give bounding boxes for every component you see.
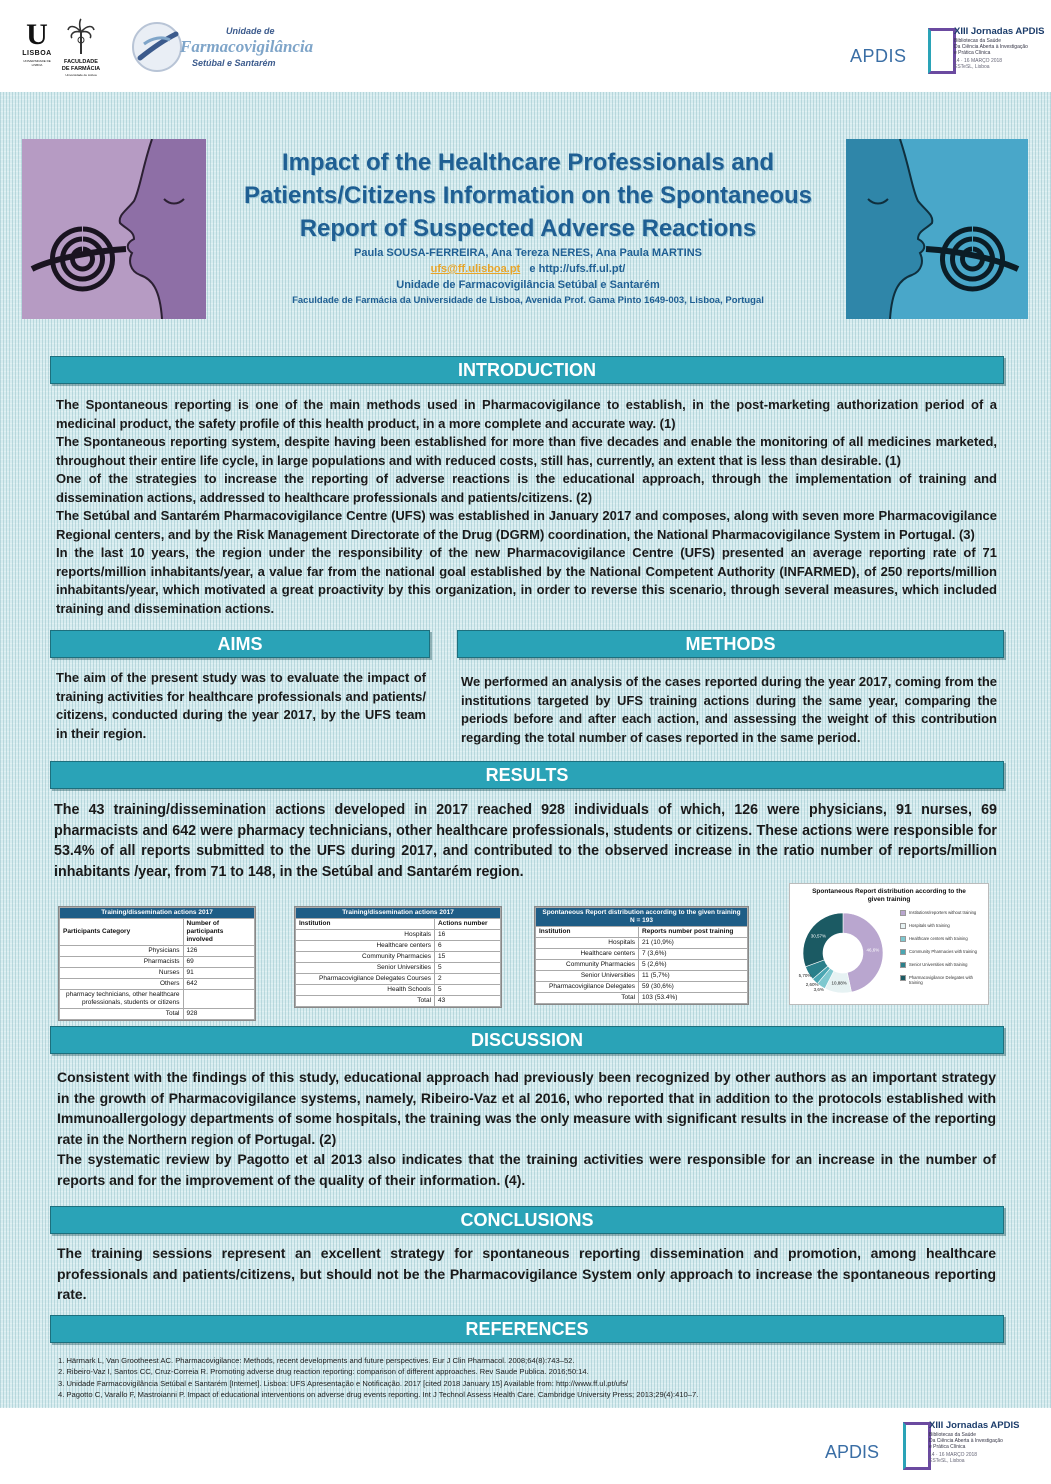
- table-cell: Senior Universities: [536, 971, 639, 982]
- references-list: [58, 1355, 998, 1401]
- website-link[interactable]: e http://ufs.ff.ul.pt/: [529, 263, 626, 275]
- table-cell: Health Schools: [296, 985, 435, 996]
- address: Faculdade de Farmácia da Universidade de Lisboa, Avenida Prof. Gama Pinto 1649-003, Lisboa, Portugal: [292, 295, 764, 306]
- table-cell: 5: [435, 963, 501, 974]
- table-cell: Pharmacovigilance Delegates Courses: [296, 974, 435, 985]
- legend-item: [900, 962, 986, 968]
- intro-paragraph-2: The Spontaneous reporting system, despite having been established for more than five decades and enable the monitoring of all medicines marketed, throughout their entire life cycle, in large populations and with reduced costs, still has, currently, an extent that is less than desirable. (1): [56, 434, 997, 468]
- table-cell: Healthcare centers: [296, 941, 435, 952]
- table-header: Institution: [536, 927, 639, 938]
- ff-logo-text: FACULDADE DE FARMÁCIA: [61, 59, 101, 72]
- ufs-logo: [130, 20, 314, 76]
- legend-item: [900, 975, 986, 985]
- table-cell: Total: [296, 996, 435, 1007]
- table-cell: 5: [435, 985, 501, 996]
- legend-label: Community Pharmacies with training: [909, 949, 977, 954]
- legend-label: Hospitals with training: [909, 923, 950, 928]
- table-row: [536, 938, 748, 949]
- table-cell: Total: [60, 1009, 184, 1020]
- apdis-event-lines-bottom: [929, 1432, 1003, 1464]
- intro-paragraph-1: The Spontaneous reporting is one of the main methods used in Pharmacovigilance to establish, in the post-marketing authorization period of a medicinal product, the safety profile of this health product, in a more complete and accurate way. (1): [56, 397, 997, 431]
- ufs-emblem-icon: [130, 20, 184, 74]
- table-row: [296, 941, 501, 952]
- legend-item: [900, 910, 986, 916]
- discussion-paragraph-2: The systematic review by Pagotto et al 2013 also indicates that the training activities were responsible for an increase in the number of reports and for the improvement of the quality of their information. (4).: [57, 1151, 996, 1188]
- ff-logo: [60, 18, 102, 88]
- footer: [0, 1408, 1051, 1484]
- discussion-text: [57, 1067, 996, 1191]
- legend-swatch: [900, 962, 906, 968]
- table-row: [296, 974, 501, 985]
- table-row: [60, 990, 255, 1009]
- table-actions-caption: Training/dissemination actions 2017: [296, 908, 501, 919]
- ufs-logo-line3: Setúbal e Santarém: [192, 58, 276, 68]
- table-reports: [534, 906, 749, 1005]
- legend-label: Institutions/reporters without training: [909, 910, 977, 915]
- table-header: Participants Category: [60, 919, 184, 946]
- introduction-heading: INTRODUCTION: [50, 356, 1004, 384]
- legend-label: Pharmacovigilance Delegates with training: [909, 975, 974, 985]
- table-cell: Others: [60, 979, 184, 990]
- table-actions: [294, 906, 502, 1008]
- table-cell: Pharmacists: [60, 957, 184, 968]
- table-cell: Nurses: [60, 968, 184, 979]
- email-link[interactable]: ufs@ff.ulisboa.pt: [430, 263, 521, 275]
- apdis-frame-icon: [928, 28, 956, 74]
- table-row: [60, 957, 255, 968]
- methods-heading: METHODS: [457, 630, 1004, 658]
- apdis-event-title: XIII Jornadas APDIS: [954, 26, 1045, 37]
- poster-title-line1: Impact of the Healthcare Professionals and: [281, 149, 775, 176]
- header: [0, 0, 1051, 92]
- apdis-event-line1: Bibliotecas da Saúde: [954, 38, 1001, 44]
- table-cell: 15: [435, 952, 501, 963]
- references-heading: REFERENCES: [50, 1315, 1004, 1343]
- face-illustration-right: [846, 139, 1028, 319]
- apdis-event-line1-bottom: Bibliotecas da Saúde: [929, 1432, 976, 1438]
- table-cell: 11 (5,7%): [639, 971, 748, 982]
- reference-item: 4. Pagotto C, Varallo F, Mastroianni P. Impact of educational interventions on adverse drug events reporting. Int J Technol Assess Health Care. Cambridge University Press; 2013;29(4):410–7.: [58, 1390, 699, 1400]
- table-participants: [58, 906, 256, 1021]
- table-row: [60, 979, 255, 990]
- face-illustration-left: [22, 139, 206, 319]
- conclusions-heading: CONCLUSIONS: [50, 1206, 1004, 1234]
- table-cell: Physicians: [60, 946, 184, 957]
- palm-tree-icon: [66, 18, 96, 54]
- table-cell: 928: [183, 1009, 255, 1020]
- table-cell: Senior Universities: [296, 963, 435, 974]
- table-row: [536, 971, 748, 982]
- chart-title: Spontaneous Report distribution according to the given training: [812, 888, 966, 903]
- author-block: [225, 245, 831, 309]
- apdis-logo-bottom: [825, 1414, 1045, 1478]
- apdis-event-line3-bottom: e Prática Clínica: [929, 1444, 966, 1450]
- table-cell: 642: [183, 979, 255, 990]
- table-cell: Total: [536, 993, 639, 1004]
- intro-paragraph-3: One of the strategies to increase the reporting of adverse reactions is the educational approach, through the implementation of training and dissemination actions, addressed to healthcare professionals and patients/citizens. (2): [56, 471, 997, 505]
- ulisboa-logo-subtext: UNIVERSIDADE DE LISBOA: [23, 59, 51, 67]
- legend-swatch: [900, 949, 906, 955]
- methods-text: We performed an analysis of the cases reported during the year 2017, coming from the institutions targeted by UFS training actions during the same year, comparing the periods before and after each action, and assessing the weight of this contribution regarding the total number of cases reported in the same period.: [461, 674, 997, 745]
- chart-legend: [900, 910, 986, 992]
- table-cell: 5 (2,6%): [639, 960, 748, 971]
- legend-item: [900, 949, 986, 955]
- apdis-event-place-bottom: ESTeSL, Lisboa: [929, 1458, 965, 1464]
- discussion-paragraph-1: Consistent with the findings of this study, educational approach had previously been recognized by other authors as an important strategy in the growth of Pharmacovigilance systems, namely, Ribeiro-Vaz et al 2016, who reported that in addition to the protocols established with Immunoallergology departments of some hospitals, the training was the only measure with significant results in the increase of the reporting rate in the Northern region of Portugal. (2): [57, 1069, 996, 1147]
- table-cell: [183, 990, 255, 1009]
- reference-item: 1. Härmark L, Van Grootheest AC. Pharmacovigilance: Methods, recent developments and future perspectives. Eur J Clin Pharmacol. 2008;64(8):743–52.: [58, 1356, 575, 1365]
- table-row: [536, 982, 748, 993]
- table-row: [296, 952, 501, 963]
- donut-slice: [803, 913, 843, 967]
- apdis-event-title-bottom: XIII Jornadas APDIS: [929, 1420, 1020, 1431]
- aims-heading: AIMS: [50, 630, 430, 658]
- donut-slice-label: 5,70%: [798, 972, 812, 978]
- donut-slice-label: 30,57%: [810, 933, 827, 939]
- table-header: Number of participants involved: [183, 919, 255, 946]
- legend-swatch: [900, 936, 906, 942]
- table-row: [536, 949, 748, 960]
- unit-name: Unidade de Farmacovigilância Setúbal e Santarém: [396, 279, 660, 291]
- apdis-frame-icon-bottom: [903, 1422, 931, 1470]
- table-row: [60, 946, 255, 957]
- apdis-brand-bottom: APDIS: [825, 1442, 880, 1462]
- table-cell: 91: [183, 968, 255, 979]
- apdis-event-place: ESTeSL, Lisboa: [954, 64, 990, 70]
- table-row: [536, 993, 748, 1004]
- table-cell: 126: [183, 946, 255, 957]
- reference-item: 3. Unidade Farmacovigilância Setúbal e Santarém [Internet]. Lisboa: UFS Apresentação e Notificação. 2017 [cited 2018 January 15] Available from: http://www.ff.ul.pt/ufs/: [58, 1378, 628, 1388]
- poster-title-line2: Patients/Citizens Information on the Spontaneous: [243, 182, 813, 209]
- intro-paragraph-4: The Setúbal and Santarém Pharmacovigilance Centre (UFS) was established in January 2017 and composes, along with seven more Pharmacovigilance Regional centers, and by the Risk Management Directorate of the Drug (DGRM) coordination, the National Pharmacovigilance System in Portugal. (3): [56, 508, 997, 542]
- table-row: [296, 930, 501, 941]
- apdis-logo-top: [850, 22, 1050, 82]
- legend-label: Healthcare centers with training: [909, 936, 968, 941]
- table-reports-subtitle: N = 193: [630, 917, 653, 924]
- table-cell: 16: [435, 930, 501, 941]
- apdis-event-line3: e Prática Clínica: [954, 50, 991, 56]
- table-cell: 43: [435, 996, 501, 1007]
- table-participants-caption: Training/dissemination actions 2017: [60, 908, 255, 919]
- authors: Paula SOUSA-FERREIRA, Ana Tereza NERES, Ana Paula MARTINS: [354, 247, 702, 259]
- results-heading: RESULTS: [50, 761, 1004, 789]
- table-cell: 21 (10,9%): [639, 938, 748, 949]
- table-cell: Pharmacovigilance Delegates: [536, 982, 639, 993]
- table-cell: Community Pharmacies: [536, 960, 639, 971]
- table-header: Reports number post training: [639, 927, 748, 938]
- donut-slice-label: 46,6%: [866, 947, 880, 953]
- table-cell: Hospitals: [296, 930, 435, 941]
- legend-swatch: [900, 910, 906, 916]
- discussion-heading: DISCUSSION: [50, 1026, 1004, 1054]
- conclusions-text: The training sessions represent an excellent strategy for spontaneous reporting dissemination and promotion, among healthcare professionals and patients/citizens, but should not be the Pharmacovigilance System only approach to increase the spontaneous reporting rate.: [57, 1245, 996, 1303]
- table-cell: Community Pharmacies: [296, 952, 435, 963]
- table-cell: 59 (30,6%): [639, 982, 748, 993]
- table-cell: 103 (53.4%): [639, 993, 748, 1004]
- introduction-text: [56, 396, 997, 618]
- donut-slice-label: 2,60%: [805, 981, 819, 987]
- table-reports-title: Spontaneous Report distribution according to the given training: [542, 909, 741, 916]
- table-row: [536, 960, 748, 971]
- contact-line: [225, 261, 831, 277]
- ulisboa-logo-text: LISBOA: [22, 50, 52, 57]
- apdis-event-date-bottom: 14 · 16 MARÇO 2018: [929, 1452, 978, 1458]
- intro-paragraph-5: In the last 10 years, the region under the responsibility of the new Pharmacovigilance Centre (UFS) presented an average reporting rate of 71 reports/million inhabitants/year, a value far from the national goal established by the National Competent Authority (INFARMED), of 250 reports/million inhabitants/year, which motivated a great proactivity by this organization, in order to reverse this scenario, through several measures, which included training and dissemination actions.: [56, 545, 997, 616]
- apdis-event-lines: [954, 38, 1028, 70]
- legend-label: Senior Universities with training: [909, 962, 968, 967]
- table-cell: 7 (3,6%): [639, 949, 748, 960]
- ulisboa-logo: U LISBOA UNIVERSIDADE DE LISBOA: [22, 18, 52, 67]
- table-cell: 69: [183, 957, 255, 968]
- table-row: [296, 985, 501, 996]
- apdis-event-line2-bottom: Da Ciência Aberta à Investigação: [929, 1438, 1003, 1444]
- table-header: Actions number: [435, 919, 501, 930]
- table-cell: Healthcare centers: [536, 949, 639, 960]
- table-cell: 6: [435, 941, 501, 952]
- donut-slice-label: 10,88%: [831, 980, 847, 986]
- table-reports-caption: [536, 908, 748, 927]
- legend-item: [900, 923, 986, 929]
- legend-swatch: [900, 975, 906, 981]
- poster-title-line3: Report of Suspected Adverse Reactions: [299, 215, 757, 242]
- legend-swatch: [900, 923, 906, 929]
- donut-chart-panel: [789, 883, 989, 1005]
- table-cell: 2: [435, 974, 501, 985]
- table-row: [60, 968, 255, 979]
- donut-chart: [798, 908, 888, 998]
- results-text: The 43 training/dissemination actions developed in 2017 reached 928 individuals of which, 126 were physicians, 91 nurses, 69 pharmacists and 642 were pharmacy technicians, other healthcare professionals, students or citizens. These actions were responsible for 53.4% of all reports submitted to the UFS during 2017, and contributed to the observed increase in the ratio number of reports/million inhabitants /year, from 71 to 148, in the Setúbal and Santarém region.: [54, 802, 997, 880]
- table-header: Institution: [296, 919, 435, 930]
- apdis-event-line2: Da Ciência Aberta à Investigação: [954, 44, 1028, 50]
- ufs-logo-line1: Unidade de: [226, 26, 275, 36]
- donut-slice-label: 3,6%: [813, 987, 824, 993]
- apdis-brand: APDIS: [850, 46, 907, 66]
- legend-item: [900, 936, 986, 942]
- table-cell: pharmacy technicians, other healthcare professionals, students or citizens: [60, 990, 184, 1009]
- poster-title: [225, 146, 831, 245]
- reference-item: 2. Ribeiro-Vaz I, Santos CC, Cruz-Correia R. Promoting adverse drug reaction reporting: comparison of different approaches. Rev Saude Publica. 2016;50:14.: [58, 1367, 589, 1377]
- table-row: [296, 996, 501, 1007]
- table-row: [296, 963, 501, 974]
- aims-text: The aim of the present study was to evaluate the impact of training activities for healthcare professionals and patients/ citizens, conducted during the year 2017, by the UFS team in their region.: [56, 670, 426, 741]
- ff-logo-subtext: Universidade de Lisboa: [65, 73, 97, 77]
- table-cell: Hospitals: [536, 938, 639, 949]
- ufs-logo-line2: Farmacovigilância: [180, 37, 314, 56]
- table-row: [60, 1009, 255, 1020]
- apdis-event-date: 14 · 16 MARÇO 2018: [954, 58, 1003, 64]
